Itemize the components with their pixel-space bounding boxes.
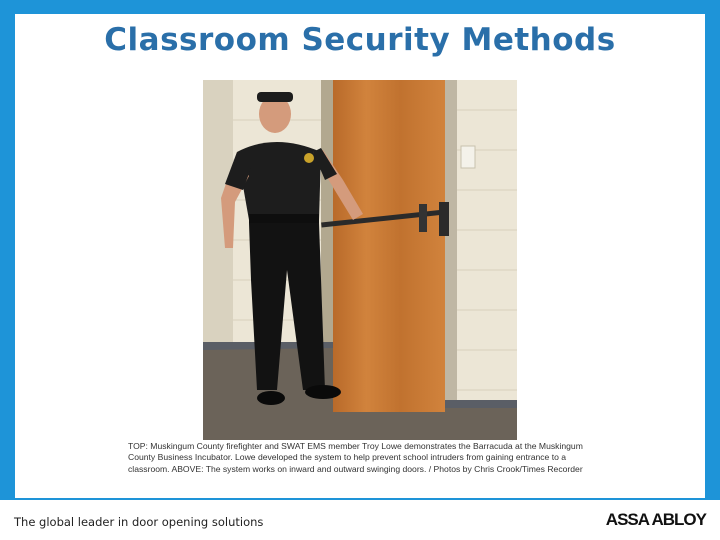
door-barricade-photo [203, 80, 517, 440]
slide-title: Classroom Security Methods [104, 22, 616, 58]
footer-tagline: The global leader in door opening solutions [14, 515, 264, 529]
photo-caption: TOP: Muskingum County firefighter and SWAT EMS member Troy Lowe demonstrates the Barracuda at the Muskingum County Business Incubator. Lowe developed the system to help prevent school intruders from gaining entrance to a classroom. ABOVE: The system works on inward and outward swinging doors. / Photos by Chris Crook/Times Recorder [128, 441, 583, 474]
assa-abloy-logo: ASSA ABLOY [605, 510, 706, 529]
